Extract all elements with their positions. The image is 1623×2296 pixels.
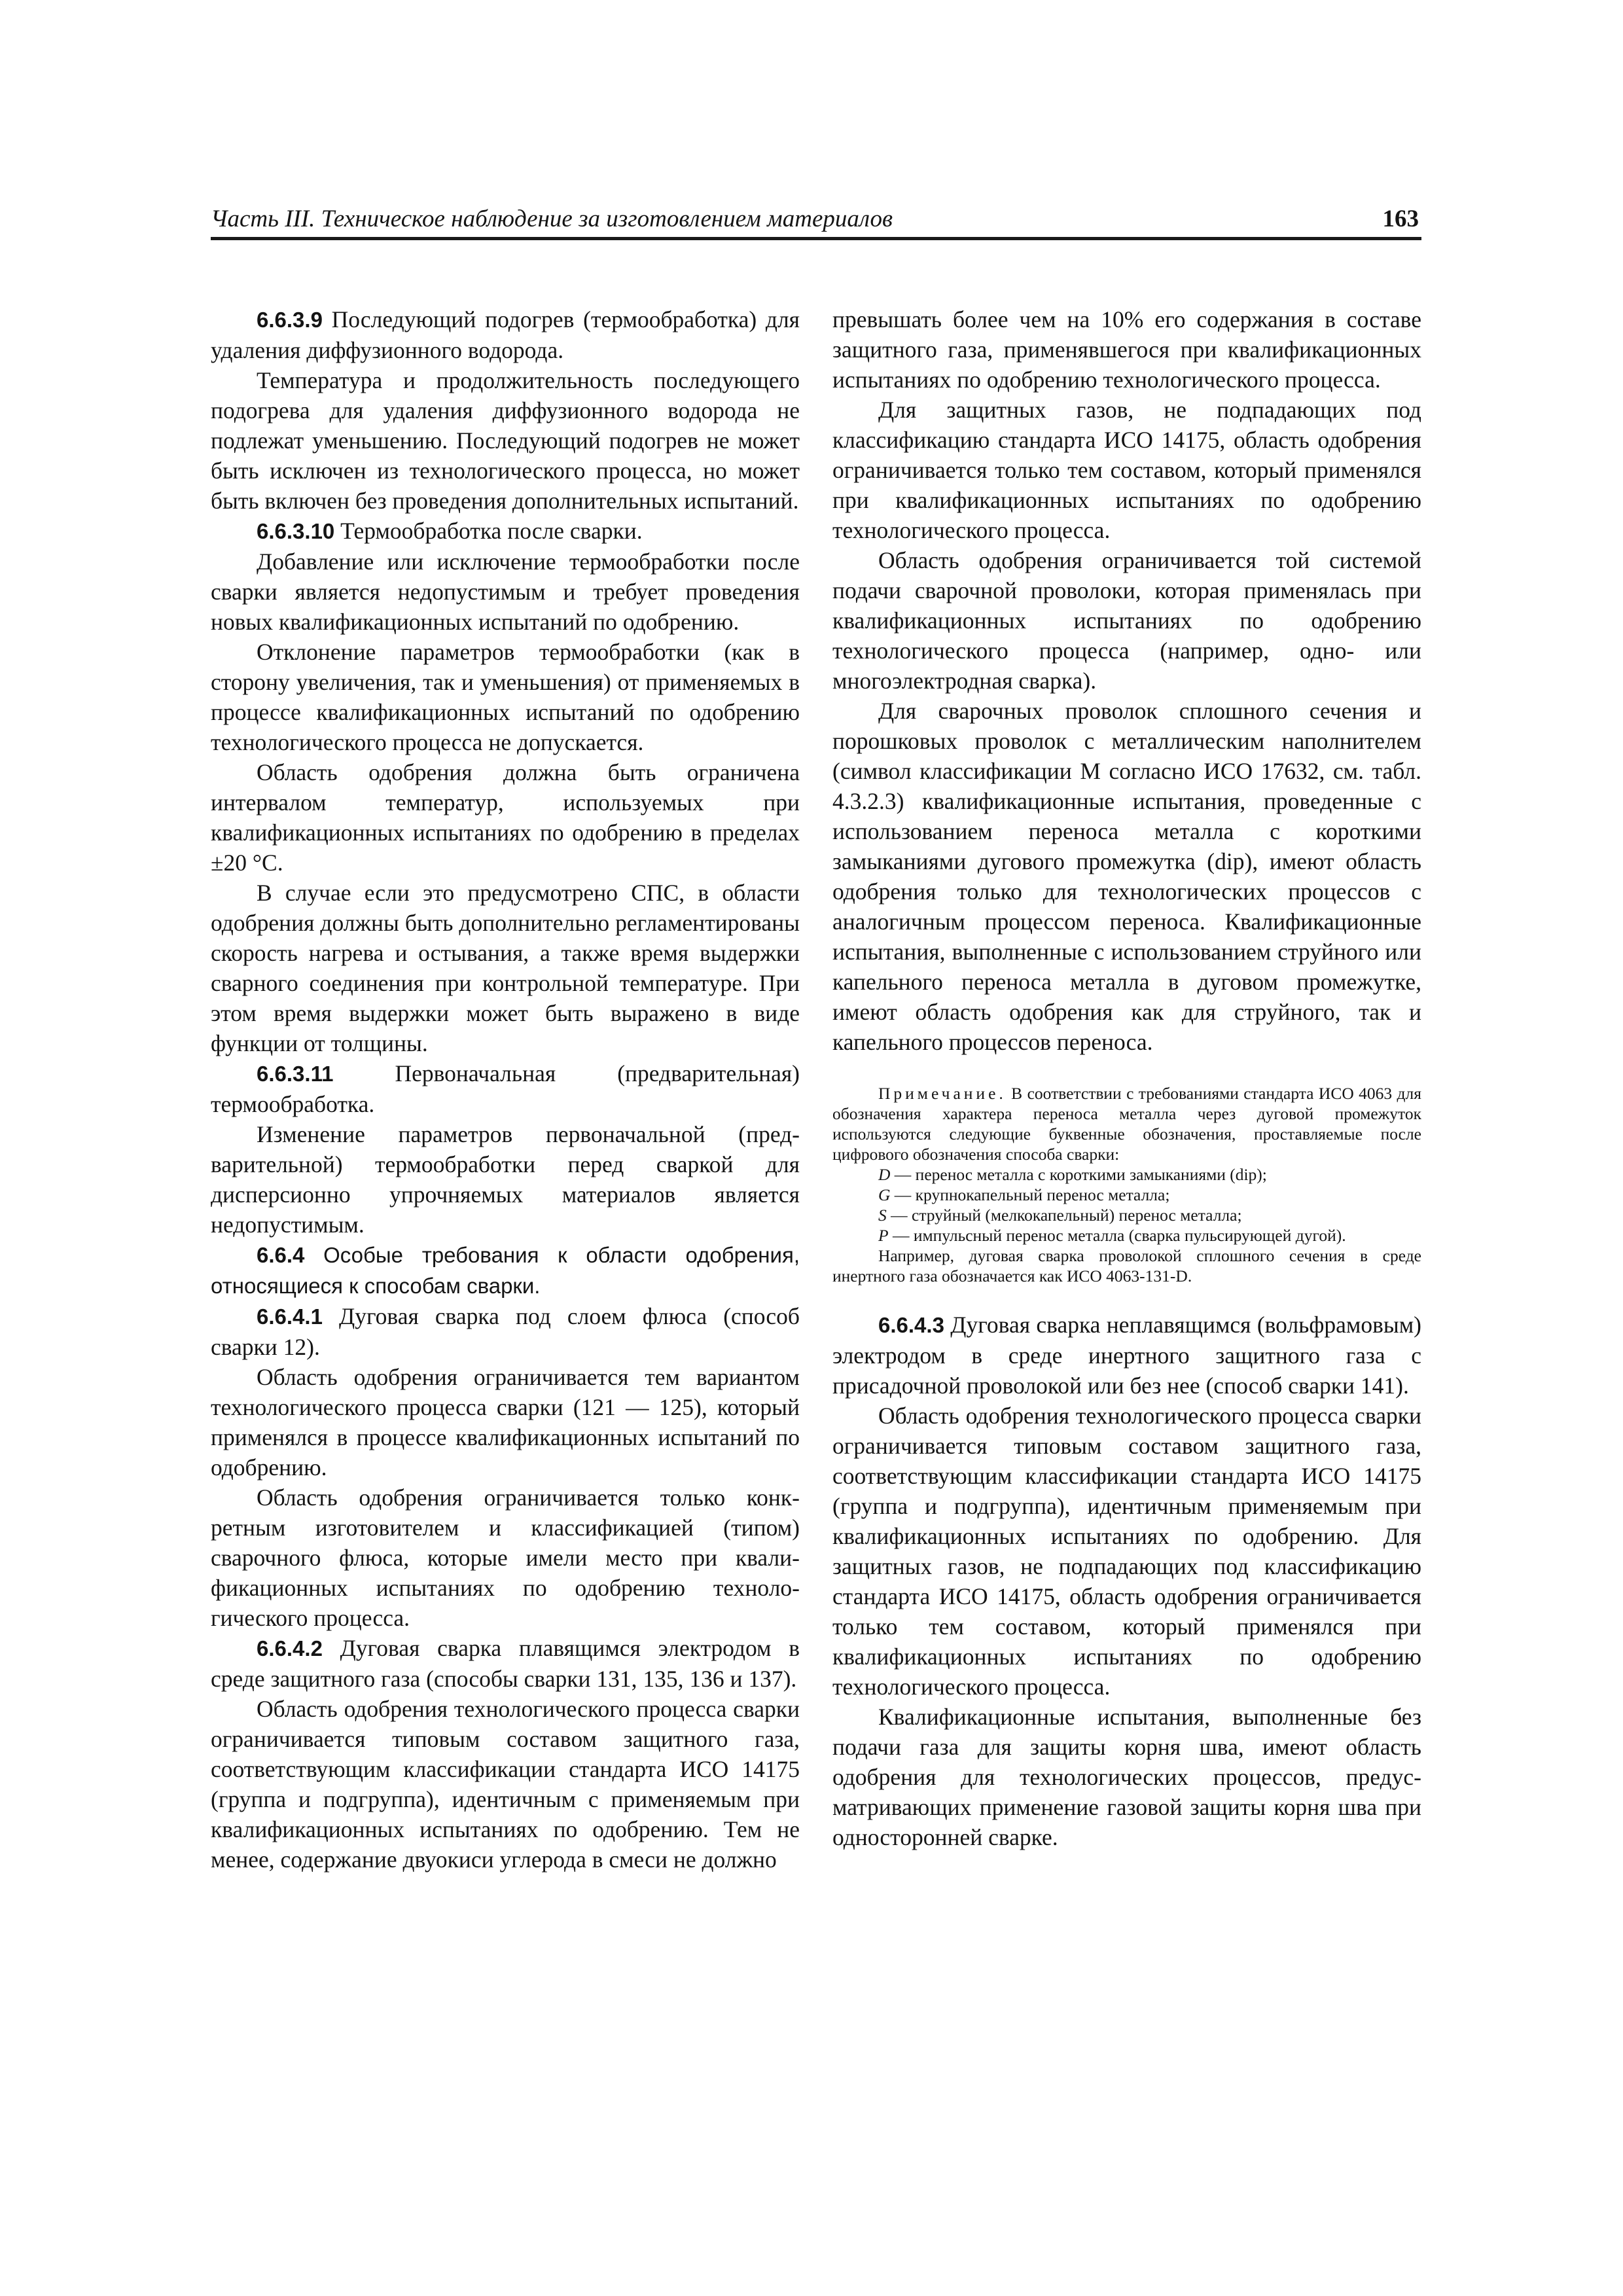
page-header (211, 198, 1421, 240)
note-symbol: D (878, 1165, 891, 1184)
note-item-text: — крупнокапельный перенос металла; (890, 1185, 1170, 1204)
section-number: 6.6.4.1 (257, 1304, 323, 1329)
section-title: Дуговая сварка под слоем флюса (способ сварки 12). (211, 1303, 800, 1360)
section-title: Первоначальная (предварительная) термообработка. (211, 1060, 800, 1117)
note-item-g (832, 1185, 1421, 1205)
section-number: 6.6.3.11 (257, 1062, 334, 1086)
section-title: Термообработка после сварки. (334, 518, 643, 544)
note-intro-text: В соответствии с требованиями стандарта ИСО 4063 для обозначения характера переноса металла через дуговой промежуток используются следующие буквенные обозначения, проставляемые после цифрового обозначения способа сварки: (832, 1084, 1421, 1164)
note-symbol: P (878, 1226, 889, 1245)
section-title: Дуговая сварка неплавящимся (вольфрамовым) электродом в среде инертного защитного газа с присадочной проволокой или без нее (способ сварки 141). (832, 1312, 1421, 1399)
note-item-text: — перенос металла с короткими замыканиями (dip); (890, 1165, 1267, 1184)
running-title: Часть III. Техническое наблюдение за изготовлением материалов (211, 206, 893, 232)
section-number: 6.6.3.9 (257, 308, 323, 332)
paragraph-continued: превышать более чем на 10% его содержания в составе защитного газа, применявшегося при квалификационных испытаниях по одобрению технологического процесса. (832, 306, 1421, 393)
section-number: 6.6.4 (257, 1243, 305, 1267)
paragraph: Отклонение параметров термообработки (как в сторону увеличения, так и уменьшения) от применяемых в процессе квалификационных испытаний по одобрению технологического процесса не допускается. (211, 639, 800, 755)
left-column (211, 304, 800, 1874)
paragraph: Область одобрения ограничивается той системой подачи сварочной проволоки, которая применялась при квалификационных испытаниях по одобрению технологического процесса (например, одно- или многоэлектродная сварка). (832, 547, 1421, 694)
note-item-p (832, 1225, 1421, 1246)
paragraph: Область одобрения ограничивается тем вариантом технологического процесса сварки (121 — 125), который применялся в процессе квалификационных испытаний по одобрению. (211, 1364, 800, 1480)
note-item-text: — струйный (мелкокапельный) перенос металла; (886, 1206, 1242, 1225)
note-label: Примечание. (878, 1084, 1007, 1103)
section-title: Особые требования к области одобрения, относящиеся к способам сварки. (211, 1243, 800, 1298)
paragraph: Изменение параметров первоначальной (предварительной) термообработки перед сваркой для дисперсионно упрочняемых материалов является недопустимым. (211, 1121, 800, 1238)
section-6-6-4-1 (211, 1301, 800, 1362)
note-item-d (832, 1164, 1421, 1185)
paragraph: Область одобрения технологического процесса сварки ограничивается типовым составом защитного газа, соответствующим классификации стандарта ИСО 14175 (группа и подгруппа), идентичным применяемым при квалификационных испытаниях по одобрению. Для защитных газов, не подпадающих под классификацию стандарта ИСО 14175, область одобрения ограничивается только тем составом, который применялся при квалификационных испытаниях по одобрению технологического процесса. (832, 1403, 1421, 1700)
page-number: 163 (1382, 206, 1419, 232)
paragraph: Область одобрения должна быть ограничена интервалом температур, используемых при квалификационных испытаниях по одобрению в пределах ±20 °С. (211, 759, 800, 876)
paragraph: Для сварочных проволок сплошного сечения и порошковых проволок с металлическим наполнителем (символ классификации М согласно ИСО 17632, см. табл. 4.3.2.3) квалификационные испытания, проведенные с использованием переноса металла с короткими замыканиями дугового промежутка (dip), имеют область одобрения только для технологических процессов с аналогичным процессом переноса. Квалификационные испытания, выполненные с использованием струйного или капельного переноса металла в дуговом промежутке, имеют область одобрения как для струйного, так и капельного процессов переноса. (832, 698, 1421, 1055)
section-number: 6.6.3.10 (257, 519, 335, 543)
paragraph: В случае если это предусмотрено СПС, в области одобрения должны быть дополнительно регламентированы скорость нагрева и остывания, а также время выдержки сварного соединения при контрольной температуре. При этом время выдержки может быть выражено в виде функции от толщины. (211, 880, 800, 1056)
paragraph: Квалификационные испытания, выполненные без подачи газа для защиты корня шва, имеют область одобрения для технологических процессов, предусматривающих применение газовой защиты корня шва при односторонней сварке. (832, 1704, 1421, 1850)
paragraph: Область одобрения технологического процесса сварки ограничивается типовым составом защитного газа, соответствующим классификации стандарта ИСО 14175 (группа и подгруппа), идентичным с применяемым при квалификационных испытаниях по одобрению. Тем не менее, содержание двуокиси углерода в смеси не должно (211, 1696, 800, 1873)
note-item-text: — импульсный перенос металла (сварка пульсирующей дугой). (888, 1226, 1346, 1245)
section-number: 6.6.4.3 (878, 1313, 944, 1337)
note-block (832, 1083, 1421, 1286)
section-6-6-4 (211, 1240, 800, 1301)
note-symbol: G (878, 1185, 891, 1204)
paragraph: Для защитных газов, не подпадающих под классификацию стандарта ИСО 14175, область одобрения ограничивается только тем составом, который применялся при квалификационных испытаниях по одобрению технологического процесса. (832, 397, 1421, 543)
section-6-6-3-10 (211, 516, 800, 547)
section-6-6-4-2 (211, 1633, 800, 1694)
note-example: Например, дуговая сварка проволокой сплошного сечения в среде инертного газа обозначается как ИСО 4063-131-D. (832, 1246, 1421, 1285)
note-intro (832, 1083, 1421, 1164)
paragraph: Добавление или исключение термообработки после сварки является недопустимым и требует проведения новых квалификационных испытаний по одобрению. (211, 548, 800, 635)
note-item-s (832, 1205, 1421, 1225)
section-title: Последующий подогрев (термообработка) для удаления диффузионного водорода. (211, 306, 800, 363)
paragraph: Температура и продолжительность последующего подогрева для удаления диффузионного водорода не подлежат уменьшению. Последующий подогрев не может быть исключен из технологического процесса, но может быть включен без проведения дополнительных испытаний. (211, 367, 800, 514)
section-6-6-3-11 (211, 1058, 800, 1119)
note-symbol: S (878, 1206, 887, 1225)
section-6-6-3-9 (211, 304, 800, 365)
section-6-6-4-3 (832, 1310, 1421, 1401)
section-title: Дуговая сварка плавящимся электродом в среде защитного газа (способы сварки 131, 135, 136 и 137). (211, 1635, 800, 1692)
paragraph: Область одобрения ограничивается только конкретным изготовителем и классификацией (типом) сварочного флюса, которые имели место при квалификационных испытаниях по одобрению технологического процесса. (211, 1484, 800, 1631)
section-number: 6.6.4.2 (257, 1636, 323, 1660)
right-column (832, 304, 1421, 1852)
